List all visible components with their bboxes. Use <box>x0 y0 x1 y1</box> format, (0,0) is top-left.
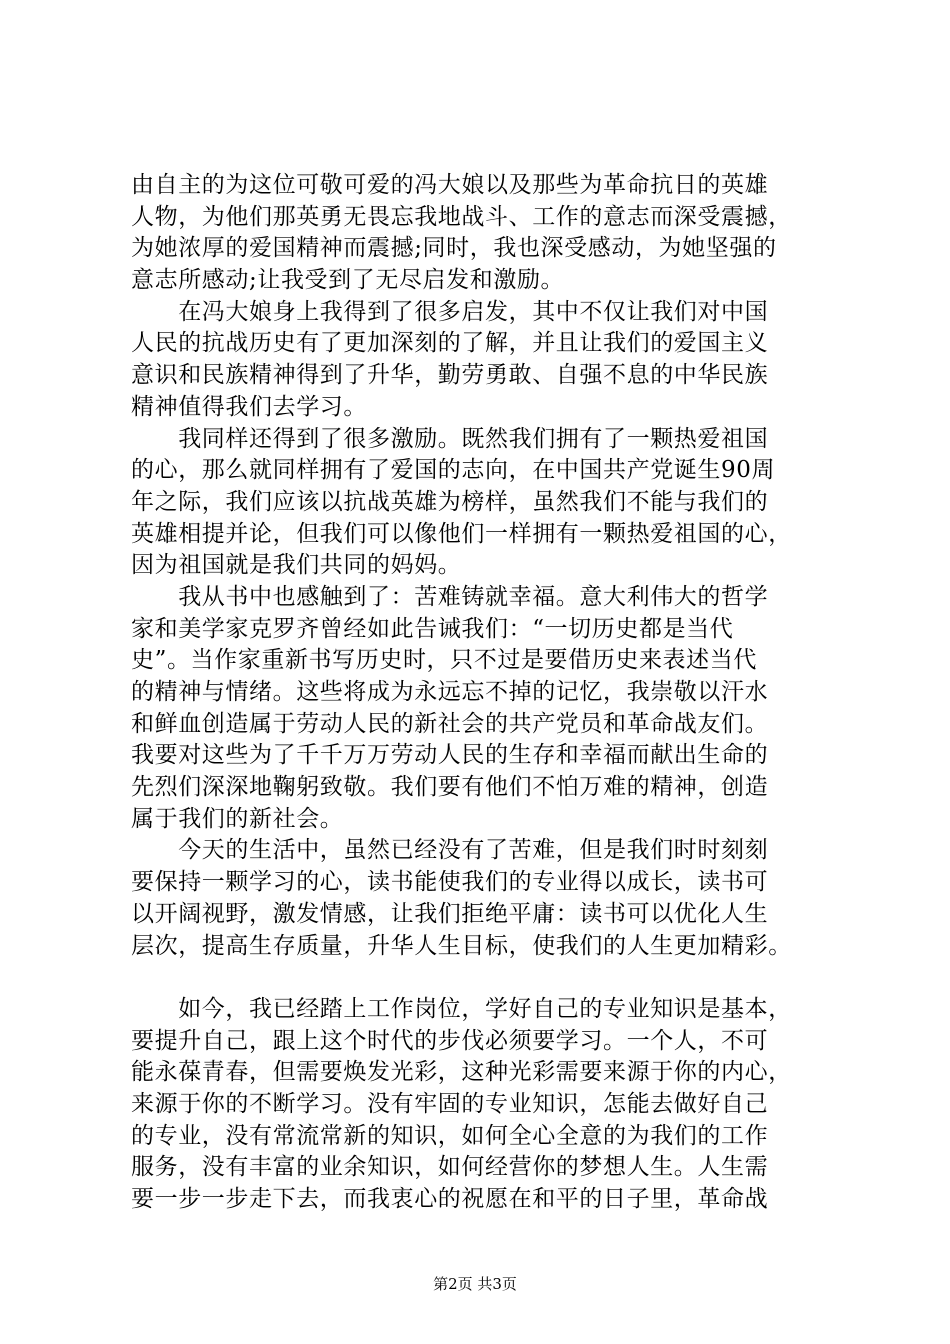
text-line: 如今，我已经踏上工作岗位，学好自己的专业知识是基本， <box>131 995 792 1022</box>
text-line: 的精神与情绪。这些将成为永远忘不掉的记忆，我崇敬以汗水 <box>131 679 769 705</box>
page-footer: 第2页 共3页 <box>433 1275 517 1293</box>
text-line: 要保持一颗学习的心，读书能使我们的专业得以成长，读书可 <box>131 869 769 896</box>
text-line: 精神值得我们去学习。 <box>131 393 367 420</box>
text-line: 的专业，没有常流常新的知识，如何全心全意的为我们的工作 <box>131 1122 769 1149</box>
body-text <box>131 170 827 1216</box>
text-line: 为她浓厚的爱国精神而震撼;同时，我也深受感动，为她坚强的 <box>131 235 777 262</box>
text-line: 层次，提高生存质量，升华人生目标，使我们的人生更加精彩。 <box>131 932 792 959</box>
text-line: 要一步一步走下去，而我衷心的祝愿在和平的日子里，革命战 <box>131 1186 769 1212</box>
text-line: 和鲜血创造属于劳动人民的新社会的共产党员和革命战友们。 <box>131 710 769 737</box>
text-line: 意识和民族精神得到了升华，勤劳勇敢、自强不息的中华民族 <box>131 362 769 389</box>
text-line: 因为祖国就是我们共同的妈妈。 <box>131 552 462 579</box>
text-line: 要提升自己，跟上这个时代的步伐必须要学习。一个人，不可 <box>131 1027 769 1054</box>
text-line: 以开阔视野，激发情感，让我们拒绝平庸：读书可以优化人生 <box>131 900 769 927</box>
text-line: 今天的生活中，虽然已经没有了苦难，但是我们时时刻刻 <box>131 837 769 864</box>
text-line: 我要对这些为了千千万万劳动人民的生存和幸福而献出生命的 <box>131 742 769 769</box>
text-line: 人民的抗战历史有了更加深刻的了解，并且让我们的爱国主义 <box>131 330 769 357</box>
text-line: 的心，那么就同样拥有了爱国的志向，在中国共产党诞生90周 <box>131 457 776 484</box>
text-line: 人物，为他们那英勇无畏忘我地战斗、工作的意志而深受震撼， <box>131 203 792 230</box>
text-line: 史”。当作家重新书写历史时，只不过是要借历史来表述当代 <box>131 647 757 674</box>
text-line: 英雄相提并论，但我们可以像他们一样拥有一颗热爱祖国的心， <box>131 520 792 547</box>
text-line: 家和美学家克罗齐曾经如此告诫我们：“一切历史都是当代 <box>131 615 734 642</box>
text-line: 服务，没有丰富的业余知识，如何经营你的梦想人生。人生需 <box>131 1154 769 1181</box>
text-line: 来源于你的不断学习。没有牢固的专业知识，怎能去做好自己 <box>131 1090 769 1117</box>
text-line: 能永葆青春，但需要焕发光彩，这种光彩需要来源于你的内心， <box>131 1059 792 1086</box>
text-line: 我同样还得到了很多激励。既然我们拥有了一颗热爱祖国 <box>131 425 769 452</box>
blank-line <box>131 962 827 994</box>
text-line: 年之际，我们应该以抗战英雄为榜样，虽然我们不能与我们的 <box>131 488 769 515</box>
text-line: 属于我们的新社会。 <box>131 805 344 832</box>
text-line: 意志所感动;让我受到了无尽启发和激励。 <box>131 267 565 294</box>
text-line: 在冯大娘身上我得到了很多启发，其中不仅让我们对中国 <box>131 298 769 325</box>
text-line: 我从书中也感触到了：苦难铸就幸福。意大利伟大的哲学 <box>131 583 769 610</box>
text-line: 先烈们深深地鞠躬致敬。我们要有他们不怕万难的精神，创造 <box>131 774 769 801</box>
text-line: 由自主的为这位可敬可爱的冯大娘以及那些为革命抗日的英雄 <box>131 172 769 198</box>
